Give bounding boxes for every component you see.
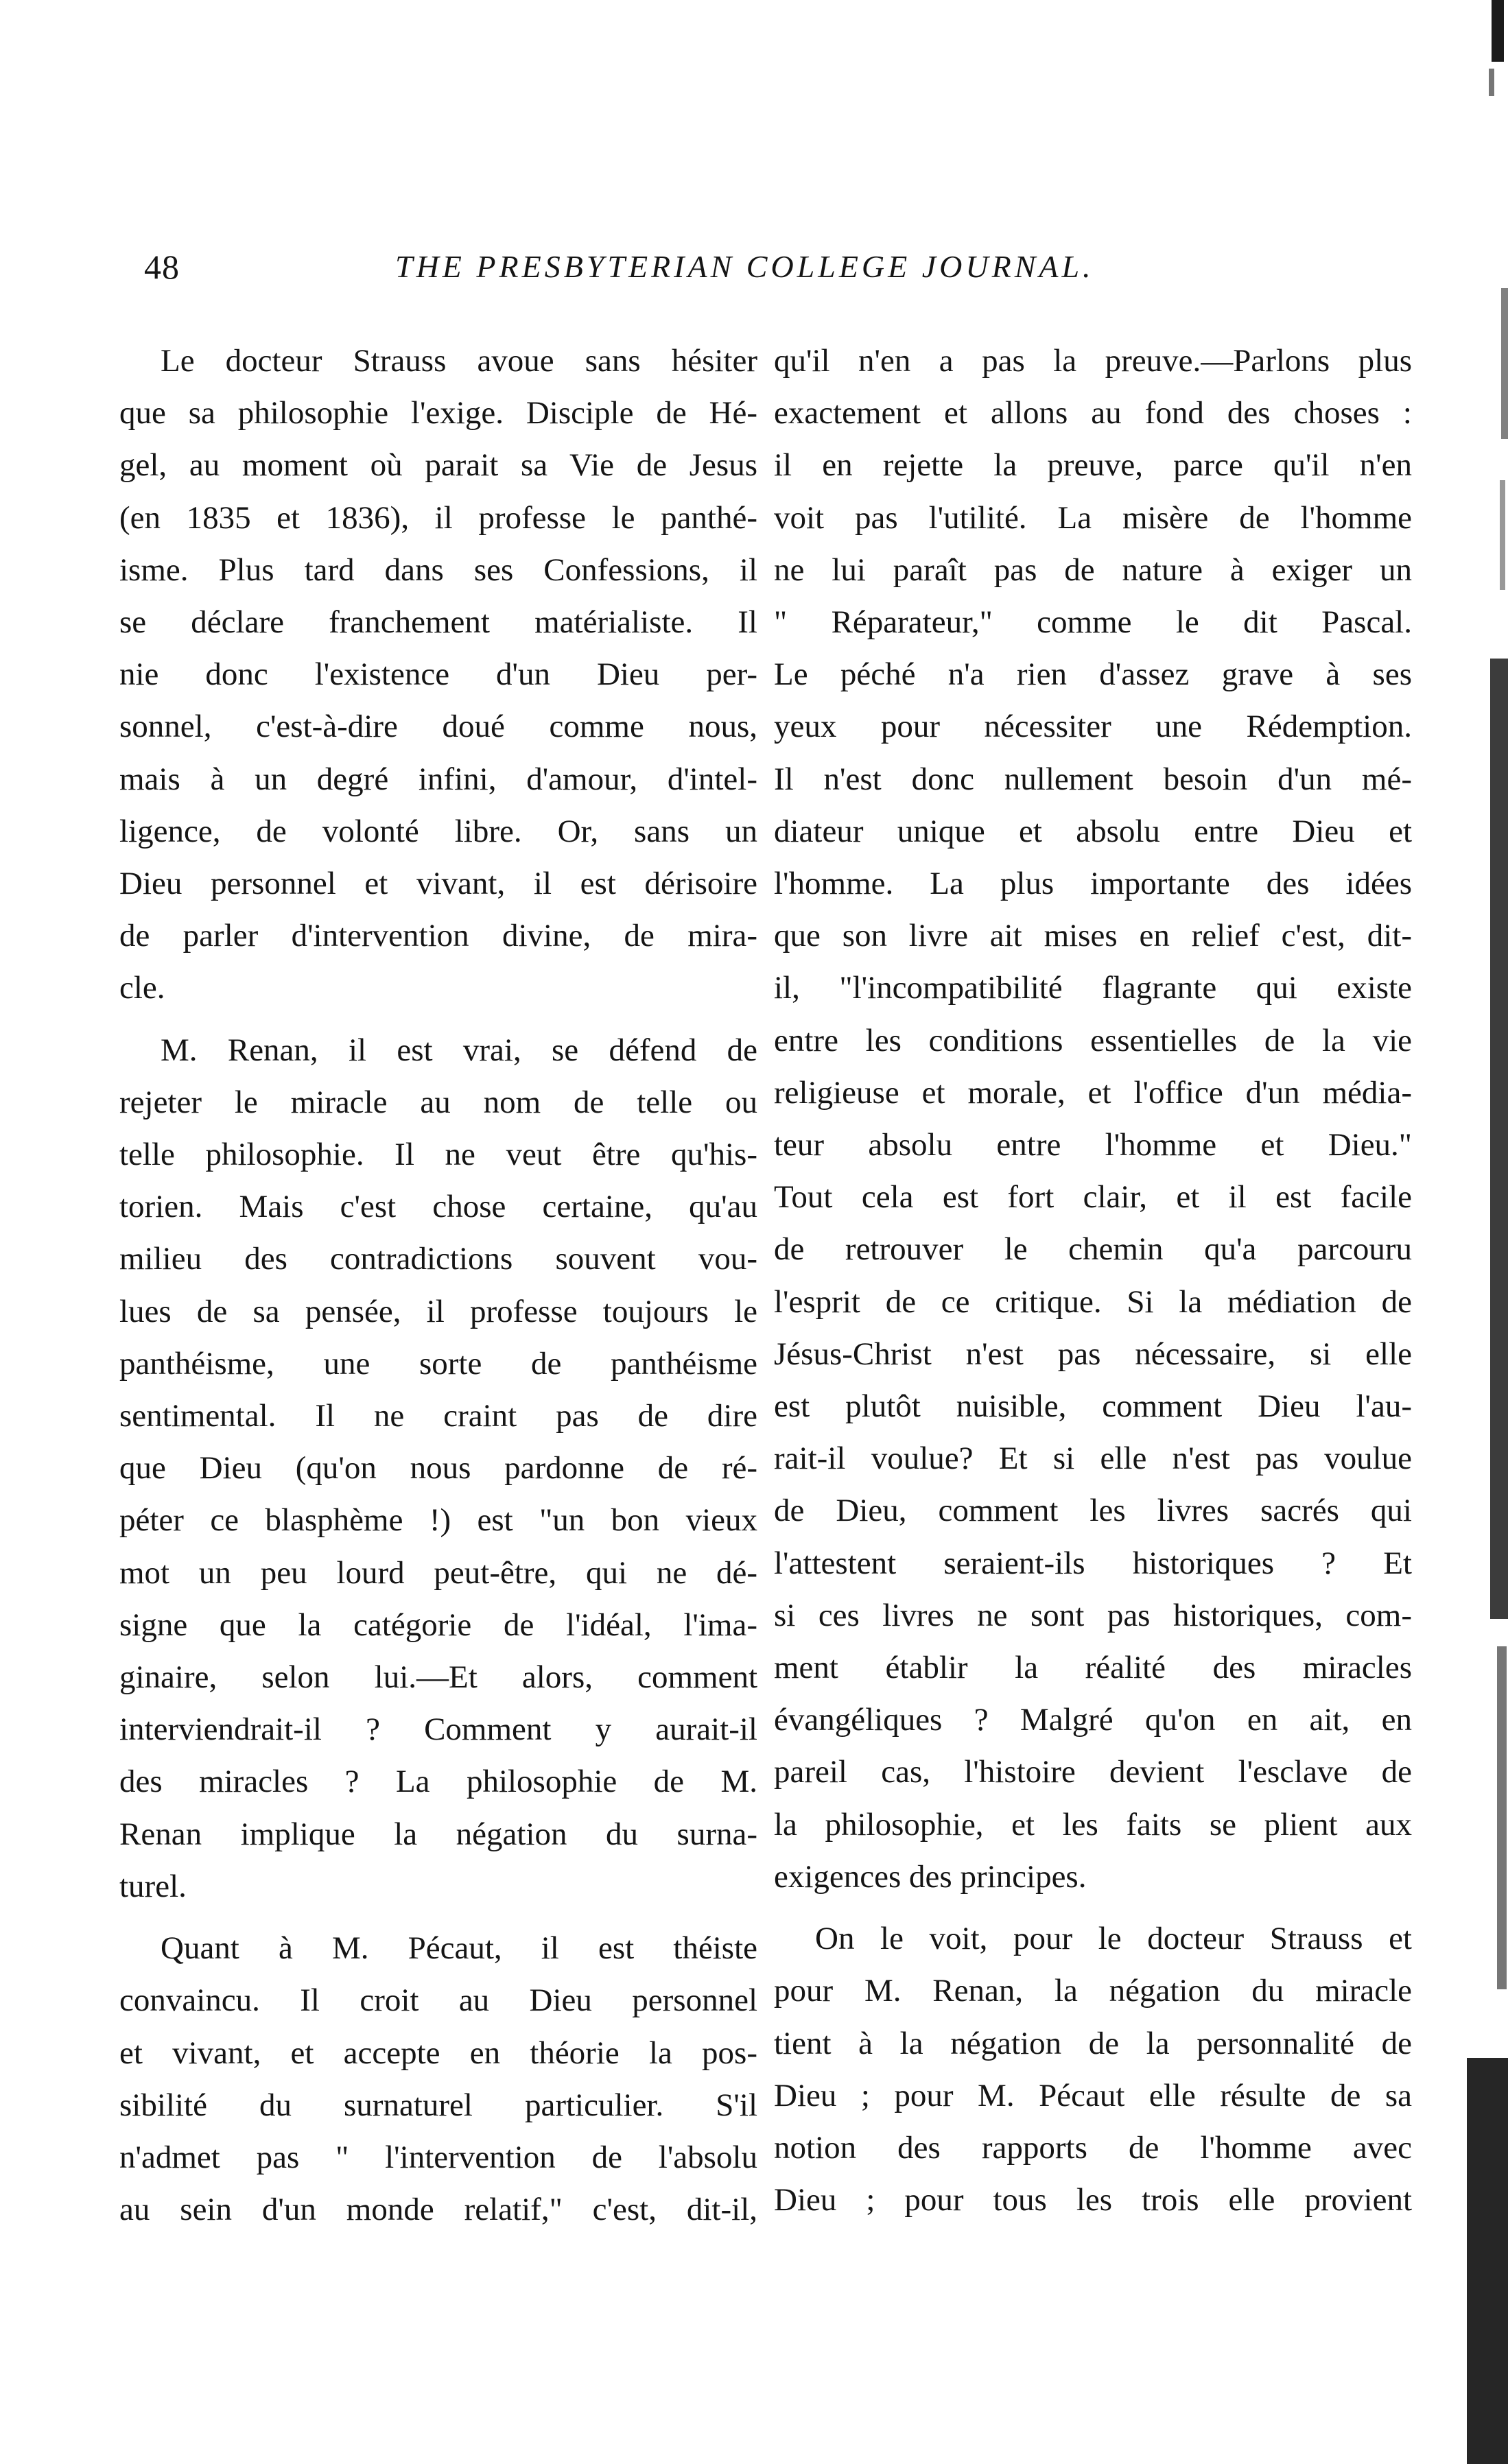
text-line: mais à un degré infini, d'amour, d'intel-	[119, 761, 757, 797]
text-line: de retrouver le chemin qu'a parcouru	[774, 1231, 1412, 1268]
text-line: telle philosophie. Il ne veut être qu'his-	[119, 1137, 757, 1173]
text-line: mot un peu lourd peut-être, qui ne dé-	[119, 1554, 757, 1591]
text-line: rejeter le miracle au nom de telle ou	[119, 1084, 757, 1120]
text-line: Dieu ; pour tous les trois elle provient	[774, 2182, 1412, 2218]
text-line: Jésus-Christ n'est pas nécessaire, si elle	[774, 1336, 1412, 1372]
text-line: Dieu ; pour M. Pécaut elle résulte de sa	[774, 2077, 1412, 2113]
text-line: que son livre ait mises en relief c'est, dit-	[774, 918, 1412, 954]
text-line: " Réparateur," comme le dit Pascal.	[774, 604, 1412, 641]
text-line: il, "l'incompatibilité flagrante qui existe	[774, 970, 1412, 1006]
text-line: Le péché n'a rien d'assez grave à ses	[774, 656, 1412, 693]
text-line: teur absolu entre l'homme et Dieu."	[774, 1127, 1412, 1163]
text-line: que Dieu (qu'on nous pardonne de ré-	[119, 1450, 757, 1486]
text-line: Il n'est donc nullement besoin d'un mé-	[774, 761, 1412, 797]
left-paragraph-2	[119, 1024, 757, 1912]
text-line: pour M. Renan, la négation du miracle	[774, 1973, 1412, 2009]
text-line: l'attestent seraient-ils historiques ? Et	[774, 1545, 1412, 1581]
text-line: torien. Mais c'est chose certaine, qu'au	[119, 1189, 757, 1225]
left-paragraph-1	[119, 335, 757, 1015]
left-paragraph-3	[119, 1922, 757, 2236]
text-line: milieu des contradictions souvent vou-	[119, 1241, 757, 1277]
page-number: 48	[144, 248, 180, 286]
text-line: turel.	[119, 1868, 187, 1904]
text-line: Le docteur Strauss avoue sans hésiter	[161, 343, 757, 379]
text-line: de parler d'intervention divine, de mira-	[119, 918, 757, 954]
edge-shadow-mark	[1500, 480, 1505, 590]
paragraph-gap	[119, 1912, 757, 1922]
text-line: Renan implique la négation du surna-	[119, 1816, 757, 1852]
text-line: sonnel, c'est-à-dire doué comme nous,	[119, 709, 757, 745]
text-line: se déclare franchement matérialiste. Il	[119, 604, 757, 641]
text-line: nie donc l'existence d'un Dieu per-	[119, 656, 757, 693]
text-line: panthéisme, une sorte de panthéisme	[119, 1345, 757, 1382]
text-line: que sa philosophie l'exige. Disciple de Hé-	[119, 395, 757, 431]
left-column	[119, 335, 757, 2236]
text-line: n'admet pas " l'intervention de l'absolu	[119, 2139, 757, 2175]
text-line: voit pas l'utilité. La misère de l'homme	[774, 499, 1412, 536]
text-line: sentimental. Il ne craint pas de dire	[119, 1398, 757, 1434]
text-line: notion des rapports de l'homme avec	[774, 2129, 1412, 2166]
edge-shadow-mark	[1492, 0, 1504, 62]
text-line: il en rejette la preuve, parce qu'il n'en	[774, 447, 1412, 484]
text-line: sibilité du surnaturel particulier. S'il	[119, 2087, 757, 2123]
text-line: convaincu. Il croit au Dieu personnel	[119, 1982, 757, 2019]
running-head: THE PRESBYTERIAN COLLEGE JOURNAL.	[395, 249, 1094, 284]
text-line: Dieu personnel et vivant, il est dérisoire	[119, 866, 757, 902]
text-line: la philosophie, et les faits se plient aux	[774, 1806, 1412, 1843]
text-line: exactement et allons au fond des choses :	[774, 395, 1412, 431]
scanned-page-edge	[1433, 0, 1508, 2464]
text-line: des miracles ? La philosophie de M.	[119, 1764, 757, 1800]
edge-shadow-mark	[1467, 2058, 1508, 2464]
text-line: pareil cas, l'histoire devient l'esclave de	[774, 1754, 1412, 1790]
text-line: religieuse et morale, et l'office d'un média-	[774, 1074, 1412, 1111]
text-line: ligence, de volonté libre. Or, sans un	[119, 813, 757, 849]
right-column	[774, 335, 1412, 2226]
right-paragraph-2	[774, 1912, 1412, 2226]
text-line: yeux pour nécessiter une Rédemption.	[774, 709, 1412, 745]
text-line: interviendrait-il ? Comment y aurait-il	[119, 1711, 757, 1748]
text-line: péter ce blasphème !) est "un bon vieux	[119, 1502, 757, 1539]
text-line: ne lui paraît pas de nature à exiger un	[774, 552, 1412, 588]
text-line: signe que la catégorie de l'idéal, l'ima-	[119, 1607, 757, 1643]
paragraph-gap	[774, 1903, 1412, 1912]
text-line: exigences des principes.	[774, 1858, 1087, 1895]
edge-shadow-mark	[1497, 1646, 1507, 1989]
text-line: si ces livres ne sont pas historiques, com-	[774, 1597, 1412, 1633]
text-line: tient à la négation de la personnalité de	[774, 2025, 1412, 2061]
text-line: est plutôt nuisible, comment Dieu l'au-	[774, 1388, 1412, 1425]
text-line: Quant à M. Pécaut, il est théiste	[161, 1930, 757, 1967]
text-line: lues de sa pensée, il professe toujours le	[119, 1293, 757, 1329]
text-line: M. Renan, il est vrai, se défend de	[161, 1032, 757, 1068]
paragraph-gap	[119, 1015, 757, 1024]
text-line: et vivant, et accepte en théorie la pos-	[119, 2035, 757, 2071]
text-line: ment établir la réalité des miracles	[774, 1650, 1412, 1686]
text-line: On le voit, pour le docteur Strauss et	[815, 1921, 1412, 1957]
text-line: l'esprit de ce critique. Si la médiation de	[774, 1283, 1412, 1320]
text-line: évangéliques ? Malgré qu'on en ait, en	[774, 1702, 1412, 1738]
right-paragraph-1	[774, 335, 1412, 1903]
text-line: au sein d'un monde relatif," c'est, dit-il,	[119, 2192, 757, 2228]
edge-shadow-mark	[1501, 288, 1508, 439]
text-line: l'homme. La plus importante des idées	[774, 866, 1412, 902]
text-line: (en 1835 et 1836), il professe le panthé-	[119, 499, 757, 536]
text-line: de Dieu, comment les livres sacrés qui	[774, 1493, 1412, 1529]
text-line: cle.	[119, 970, 165, 1006]
text-line: gel, au moment où parait sa Vie de Jesus	[119, 447, 757, 484]
text-line: diateur unique et absolu entre Dieu et	[774, 813, 1412, 849]
edge-shadow-mark	[1489, 69, 1494, 96]
text-line: ginaire, selon lui.—Et alors, comment	[119, 1659, 757, 1696]
text-line: Tout cela est fort clair, et il est facile	[774, 1179, 1412, 1216]
text-line: entre les conditions essentielles de la vie	[774, 1022, 1412, 1058]
edge-shadow-mark	[1490, 659, 1508, 1619]
text-line: isme. Plus tard dans ses Confessions, il	[119, 552, 757, 588]
text-line: rait-il voulue? Et si elle n'est pas voulue	[774, 1441, 1412, 1477]
text-line: qu'il n'en a pas la preuve.—Parlons plus	[774, 343, 1412, 379]
